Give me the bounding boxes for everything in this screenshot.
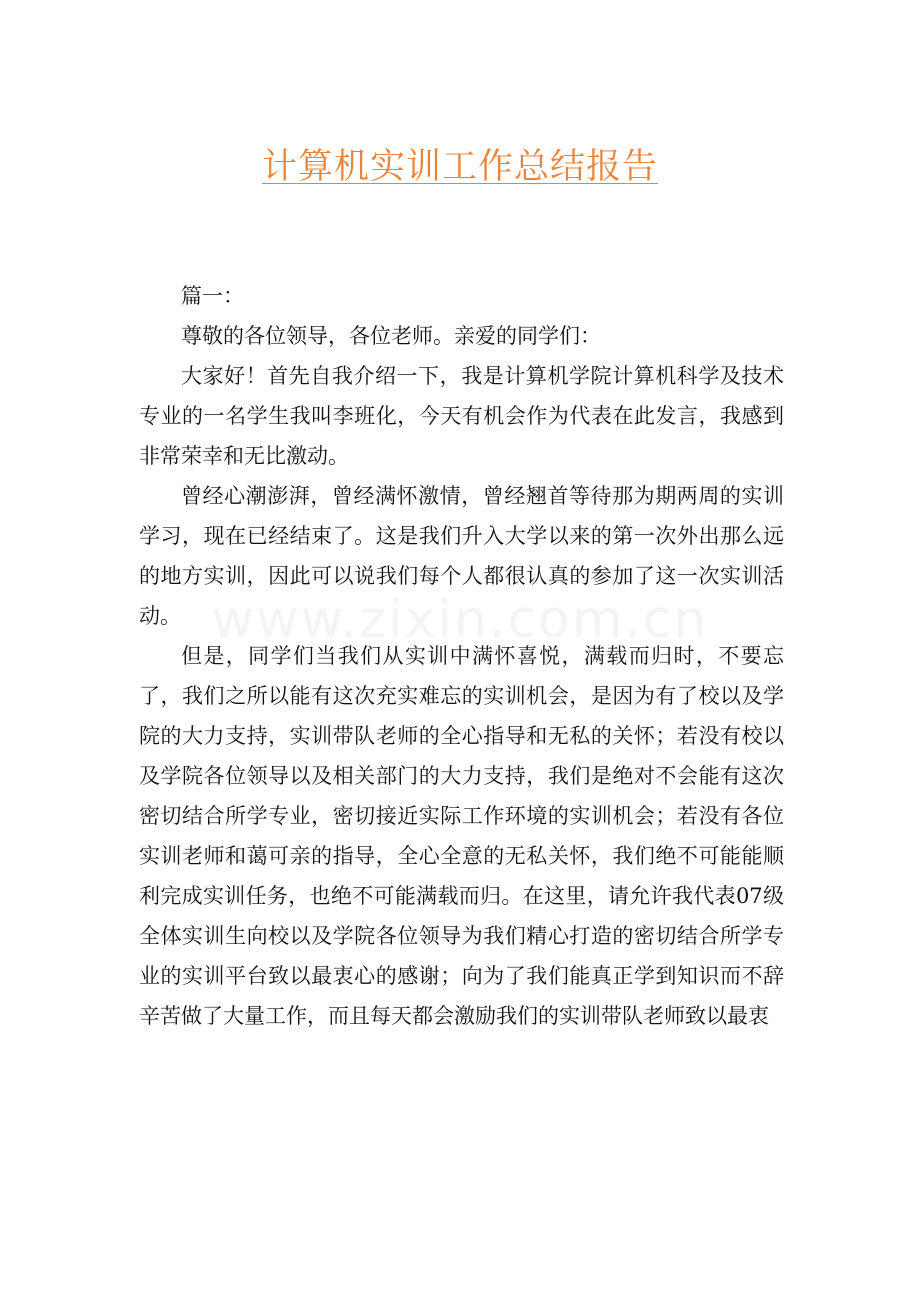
paragraph-salutation: 尊敬的各位领导，各位老师。亲爱的同学们： (181, 324, 601, 348)
paragraph-gratitude: 但是，同学们当我们从实训中满怀喜悦，满载而归时，不要忘了，我们之所以能有这次充实难忘的实训机会，是因为有了校以及学院的大力支持，实训带队老师的全心指导和无私的关怀；若没有校以及学院各位领导以及相关部门的大力支持，我们是绝对不会能有这次密切结合所学专业，密切接近实际工作环境的实训机会；若没有各位实训老师和蔼可亲的指导，全心全意的无私关怀，我们绝不可能能顺利完成实训任务，也绝不可能满载而归。在这里，请允许我代表07级全体实训生向校以及学院各位领导为我们精心打造的密切结合所学专业的实训平台致以最衷心的感谢；向为了我们能真正学到知识而不辞辛苦做了大量工作，而且每天都会激励我们的实训带队老师致以最衷 (139, 644, 784, 1028)
paragraph-section-label: 篇一： (181, 284, 244, 308)
document-body (139, 276, 784, 1036)
document-title-text: 计算机实训工作总结报告 (261, 147, 658, 187)
watermark: www.zixin.com.cn (211, 590, 709, 650)
paragraph-training-end: 曾经心潮澎湃，曾经满怀激情，曾经翘首等待那为期两周的实训学习，现在已经结束了。这是我们升入大学以来的第一次外出那么远的地方实训，因此可以说我们每个人都很认真的参加了这一次实训活动。 (139, 484, 784, 628)
document-title (0, 142, 920, 192)
paragraph-introduction: 大家好！首先自我介绍一下，我是计算机学院计算机科学及技术专业的一名学生我叫李班化，今天有机会作为代表在此发言，我感到非常荣幸和无比激动。 (139, 364, 784, 468)
